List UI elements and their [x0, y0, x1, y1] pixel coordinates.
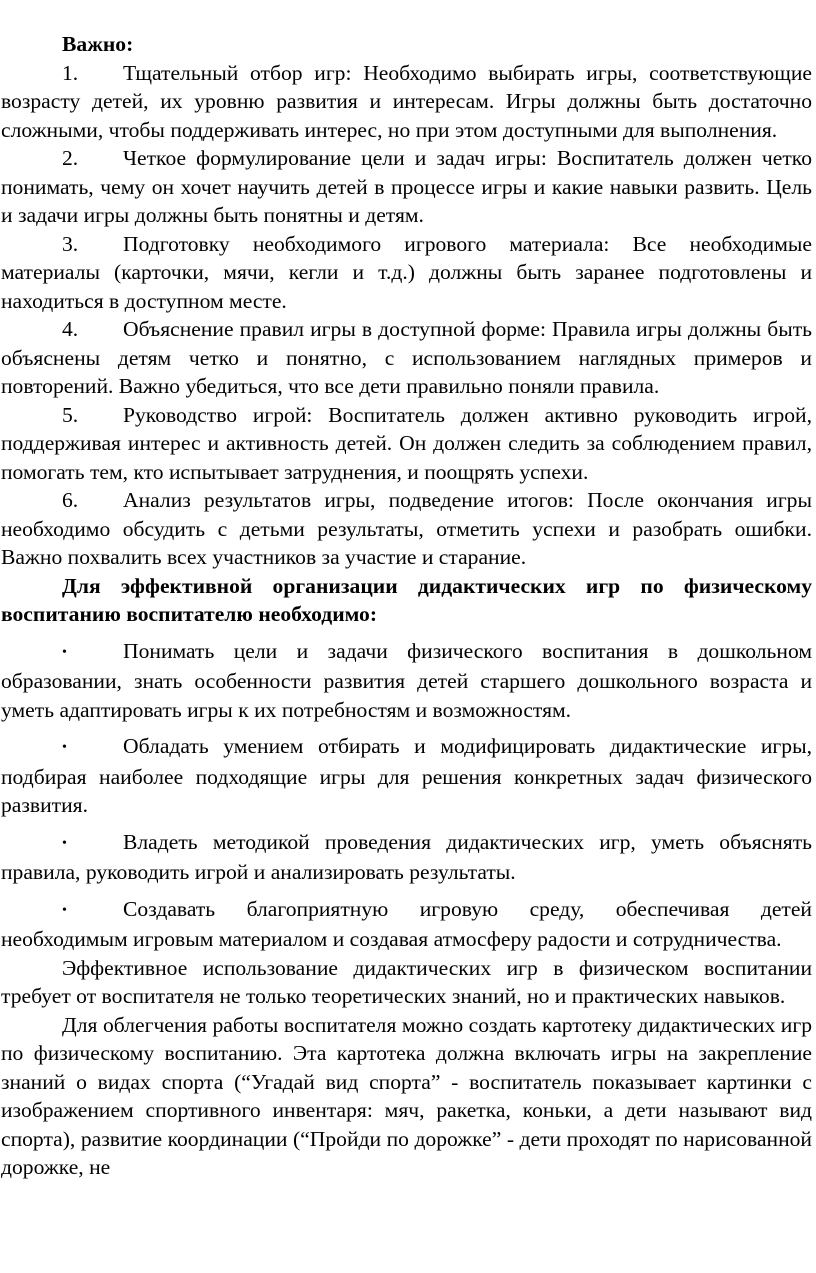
numbered-item-2: [1, 144, 812, 230]
body-paragraph-2: Для облегчения работы воспитателя можно создать картотеку дидактических игр по физическому воспитанию. Эта картотека должна включать игры на закрепление знаний о видах спорта (“Угадай вид спорта” - воспитатель показывает картинки с изображением спортивного инвентаря: мяч, ракетка, коньки, а дети называют вид спорта), развитие координации (“Пройди по дорожке” - дети проходят по нарисованной дорожке, не: [1, 1012, 812, 1179]
bullet-icon: •: [62, 644, 67, 660]
item-number: 5.: [62, 402, 79, 427]
important-heading: Важно:: [62, 32, 134, 56]
document-page: [0, 30, 816, 1182]
item-number: 1.: [62, 60, 79, 85]
bullet-list: [1, 637, 812, 954]
item-text: Четкое формулирование цели и задач игры: Воспитатель должен четко понимать, чему он хочет научить детей в процессе игры и какие навыки развить. Цель и задачи игры должны быть понятны и детям.: [1, 146, 812, 227]
bullet-text: Владеть методикой проведения дидактических игр, уметь объяснять правила, руководить игрой и анализировать результаты.: [1, 829, 812, 884]
bullet-icon: •: [62, 835, 67, 851]
item-text: Руководство игрой: Воспитатель должен активно руководить игрой, поддерживая интерес и активность детей. Он должен следить за соблюдением правил, помогать тем, кто испытывает затруднения, и поощрять успехи.: [1, 402, 812, 484]
item-text: Анализ результатов игры, подведение итогов: После окончания игры необходимо обсудить с детьми результаты, отметить успехи и разобрать ошибки. Важно похвалить всех участников за участие и старание.: [1, 488, 812, 569]
bullet-icon: •: [62, 902, 67, 918]
item-text: Объяснение правил игры в доступной форме: Правила игры должны быть объяснены детям четко и понятно, с использованием наглядных примеров и повторений. Важно убедиться, что все дети правильно поняли правила.: [1, 317, 812, 398]
numbered-item-5: [1, 401, 812, 487]
section-subheading: Для эффективной организации дидактических игр по физическому воспитанию воспитателю необходимо:: [1, 573, 812, 626]
bullet-text: Понимать цели и задачи физического воспитания в дошкольном образовании, знать особенности развития детей старшего дошкольного возраста и уметь адаптировать игры к их потребностям и возможностям.: [1, 638, 812, 722]
bullet-item-2: [1, 732, 812, 820]
bullet-item-4: [1, 895, 812, 954]
item-number: 2.: [62, 146, 79, 170]
bullet-text: Обладать умением отбирать и модифицировать дидактические игры, подбирая наиболее подходящие игры для решения конкретных задач физического развития.: [1, 734, 812, 817]
item-text: Тщательный отбор игр: Необходимо выбирать игры, соответствующие возрасту детей, их уровню развития и интересам. Игры должны быть достаточно сложными, чтобы поддерживать интерес, но при этом доступными для выполнения.: [1, 60, 812, 142]
numbered-item-1: [1, 59, 812, 145]
bullet-item-3: [1, 828, 812, 887]
numbered-item-3: [1, 230, 812, 316]
item-number: 6.: [62, 488, 79, 512]
item-text: Подготовку необходимого игрового материала: Все необходимые материалы (карточки, мячи, кегли и т.д.) должны быть заранее подготовлены и находиться в доступном месте.: [1, 231, 812, 313]
item-number: 3.: [62, 231, 79, 256]
item-number: 4.: [62, 317, 79, 341]
bullet-item-1: [1, 637, 812, 725]
numbered-item-4: [1, 315, 812, 401]
numbered-item-6: [1, 486, 812, 572]
bullet-text: Создавать благоприятную игровую среду, обеспечивая детей необходимым игровым материалом и создавая атмосферу радости и сотрудничества.: [1, 896, 812, 951]
bullet-icon: •: [62, 740, 67, 755]
body-paragraph-1: Эффективное использование дидактических игр в физическом воспитании требует от воспитателя не только теоретических знаний, но и практических навыков.: [1, 955, 812, 1008]
